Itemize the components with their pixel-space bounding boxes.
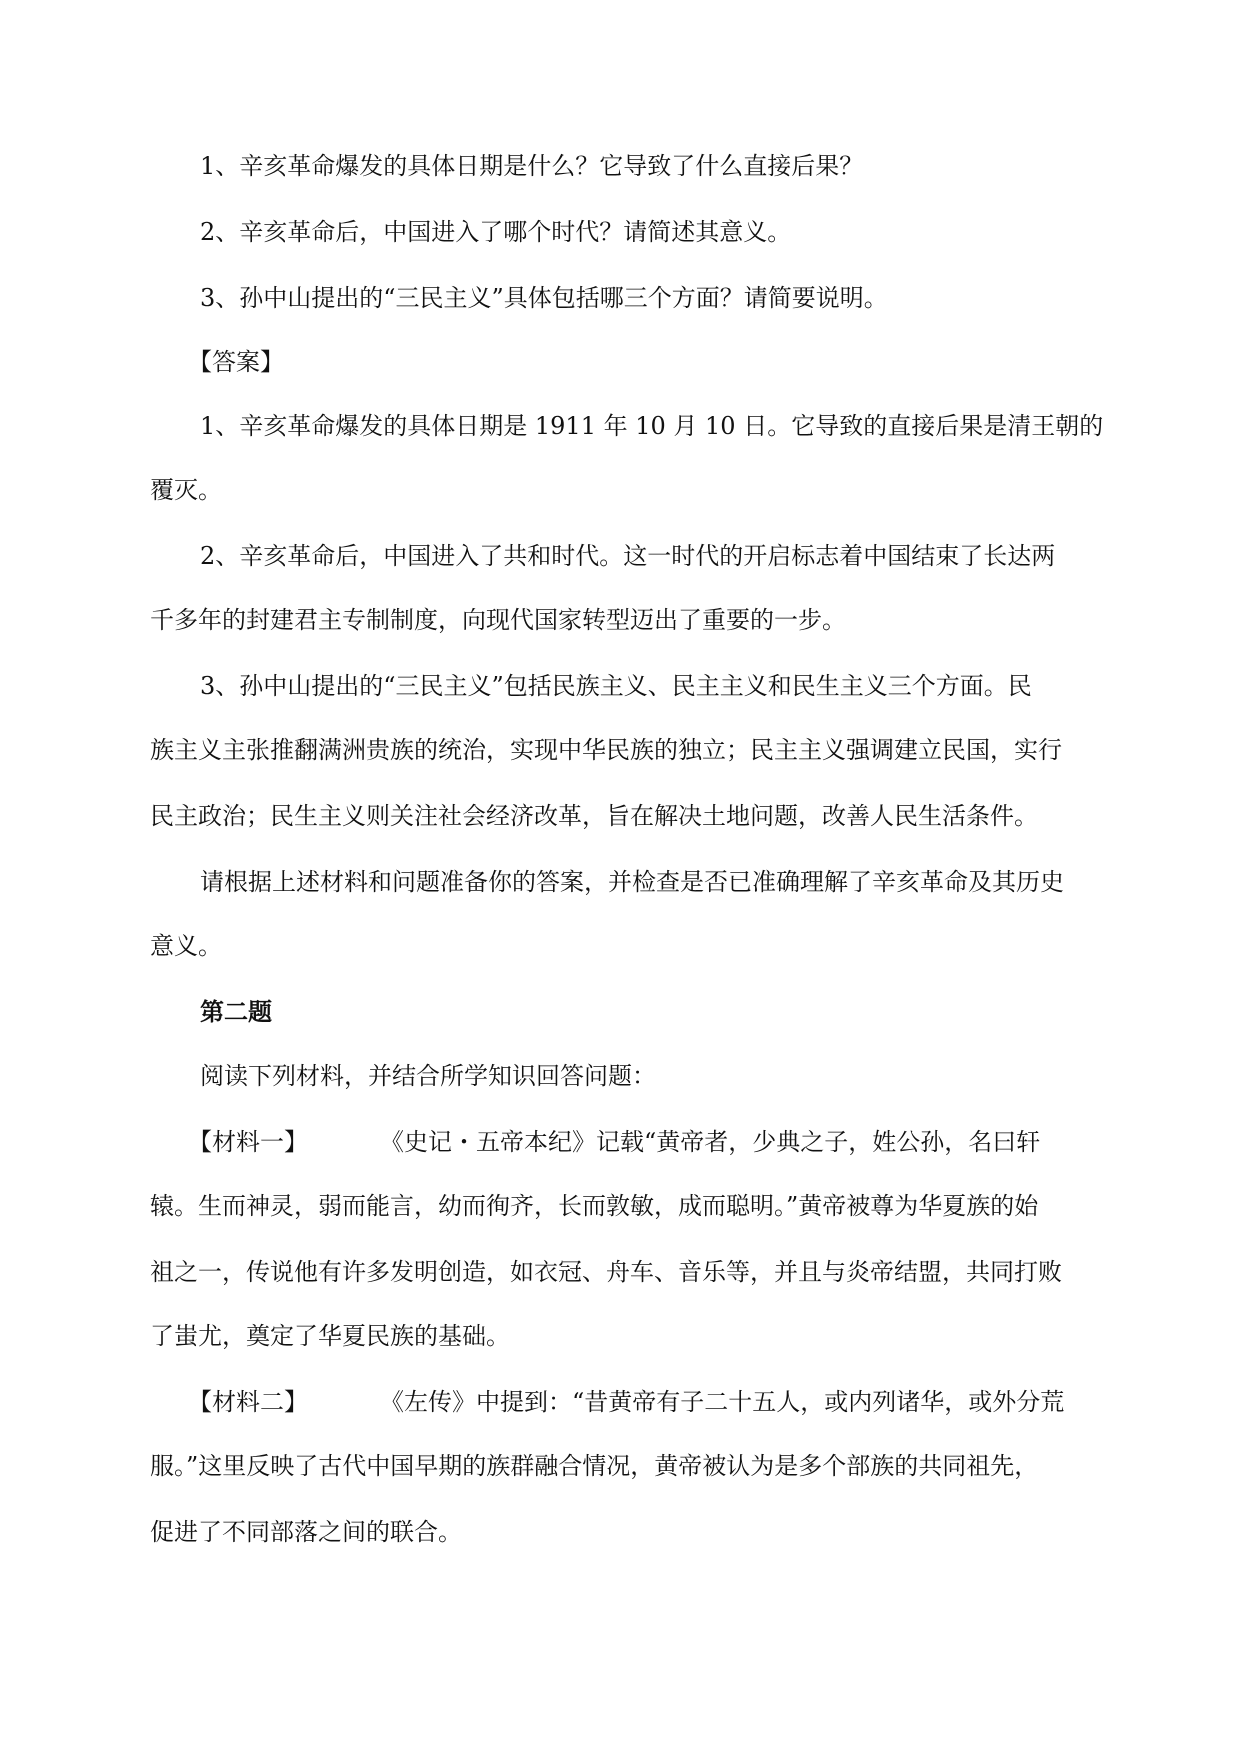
material-2-line-3: 促进了不同部落之间的联合。 bbox=[150, 1518, 462, 1546]
answer-1-line-1: 1、辛亥革命爆发的具体日期是 1911 年 10 月 10 日。它导致的直接后果是清王朝的 bbox=[200, 412, 1104, 440]
section-intro: 阅读下列材料，并结合所学知识回答问题： bbox=[200, 1062, 656, 1090]
material-1-label: 【材料一】 bbox=[188, 1128, 308, 1156]
material-2-text: 《左传》中提到：“昔黄帝有子二十五人，或内列诸华，或外分荒 bbox=[380, 1388, 1065, 1416]
material-2-line-2: 服。”这里反映了古代中国早期的族群融合情况，黄帝被认为是多个部族的共同祖先， bbox=[150, 1452, 1039, 1480]
answer-label: 【答案】 bbox=[188, 348, 284, 376]
answer-2-line-1: 2、辛亥革命后，中国进入了共和时代。这一时代的开启标志着中国结束了长达两 bbox=[200, 542, 1056, 570]
note-line-2: 意义。 bbox=[150, 932, 222, 960]
note-line-1: 请根据上述材料和问题准备你的答案，并检查是否已准确理解了辛亥革命及其历史 bbox=[200, 868, 1064, 896]
question-1: 1、辛亥革命爆发的具体日期是什么？它导致了什么直接后果？ bbox=[200, 152, 864, 180]
answer-3-line-3: 民主政治；民生主义则关注社会经济改革，旨在解决土地问题，改善人民生活条件。 bbox=[150, 802, 1038, 830]
material-1-line-1 bbox=[0, 1126, 1040, 1158]
answer-2-line-2: 千多年的封建君主专制制度，向现代国家转型迈出了重要的一步。 bbox=[150, 606, 846, 634]
question-3: 3、孙中山提出的“三民主义”具体包括哪三个方面？请简要说明。 bbox=[200, 284, 888, 312]
material-1-line-2: 辕。生而神灵，弱而能言，幼而徇齐，长而敦敏，成而聪明。”黄帝被尊为华夏族的始 bbox=[150, 1192, 1039, 1220]
material-2-line-1 bbox=[0, 1386, 1064, 1418]
material-1-line-4: 了蚩尤，奠定了华夏民族的基础。 bbox=[150, 1322, 510, 1350]
question-2: 2、辛亥革命后，中国进入了哪个时代？请简述其意义。 bbox=[200, 218, 792, 246]
answer-3-line-1: 3、孙中山提出的“三民主义”包括民族主义、民主主义和民生主义三个方面。民 bbox=[200, 672, 1032, 700]
section-title: 第二题 bbox=[200, 997, 272, 1026]
answer-3-line-2: 族主义主张推翻满洲贵族的统治，实现中华民族的独立；民主主义强调建立民国，实行 bbox=[150, 736, 1062, 764]
material-1-text: 《史记・五帝本纪》记载“黄帝者，少典之子，姓公孙，名曰轩 bbox=[380, 1128, 1041, 1156]
material-1-line-3: 祖之一，传说他有许多发明创造，如衣冠、舟车、音乐等，并且与炎帝结盟，共同打败 bbox=[150, 1258, 1062, 1286]
answer-1-line-2: 覆灭。 bbox=[150, 476, 222, 504]
material-2-label: 【材料二】 bbox=[188, 1388, 308, 1416]
